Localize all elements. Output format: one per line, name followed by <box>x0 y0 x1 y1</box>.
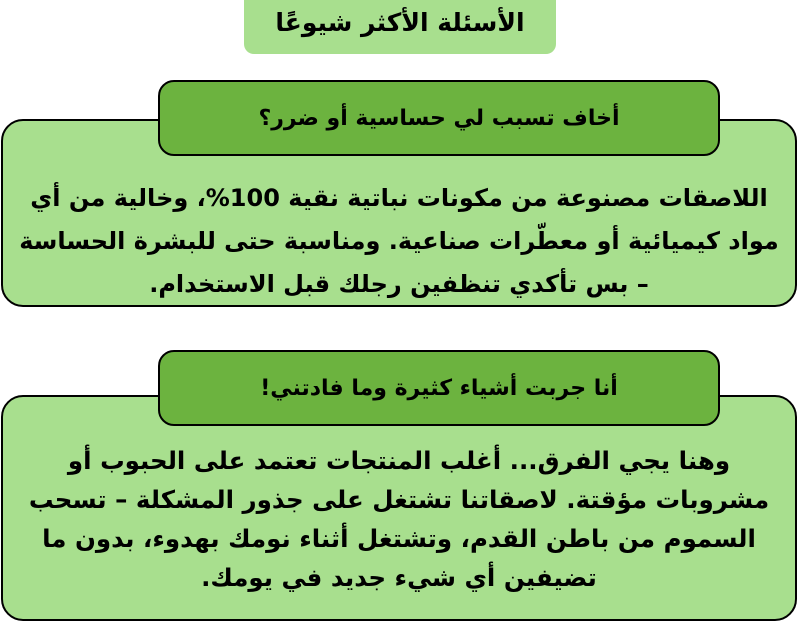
faq-question-text-1: أخاف تسبب لي حساسية أو ضرر؟ <box>258 105 620 131</box>
page-title: الأسئلة الأكثر شيوعًا <box>275 7 525 37</box>
faq-title-banner <box>244 0 556 54</box>
faq-question-text-2: أنا جربت أشياء كثيرة وما فادتني! <box>260 375 618 401</box>
faq-answer-card-2 <box>1 395 797 621</box>
faq-question-1[interactable] <box>158 80 720 156</box>
faq-question-2[interactable] <box>158 350 720 426</box>
faq-answer-text-2: وهنا يجي الفرق... أغلب المنتجات تعتمد على الحبوب أو مشروبات مؤقتة. لاصقاتنا تشتغل على جذور المشكلة – تسحب السموم من باطن القدم، وتشتغل أثناء نومك بهدوء، بدون ما تضيفين أي شيء جديد في يومك. <box>28 446 770 592</box>
faq-answer-text-1: اللاصقات مصنوعة من مكونات نباتية نقية 100%، وخالية من أي مواد كيميائية أو معطّرات صناعية. ومناسبة حتى للبشرة الحساسة – بس تأكدي تنظفين رجلك قبل الاستخدام. <box>19 184 779 298</box>
